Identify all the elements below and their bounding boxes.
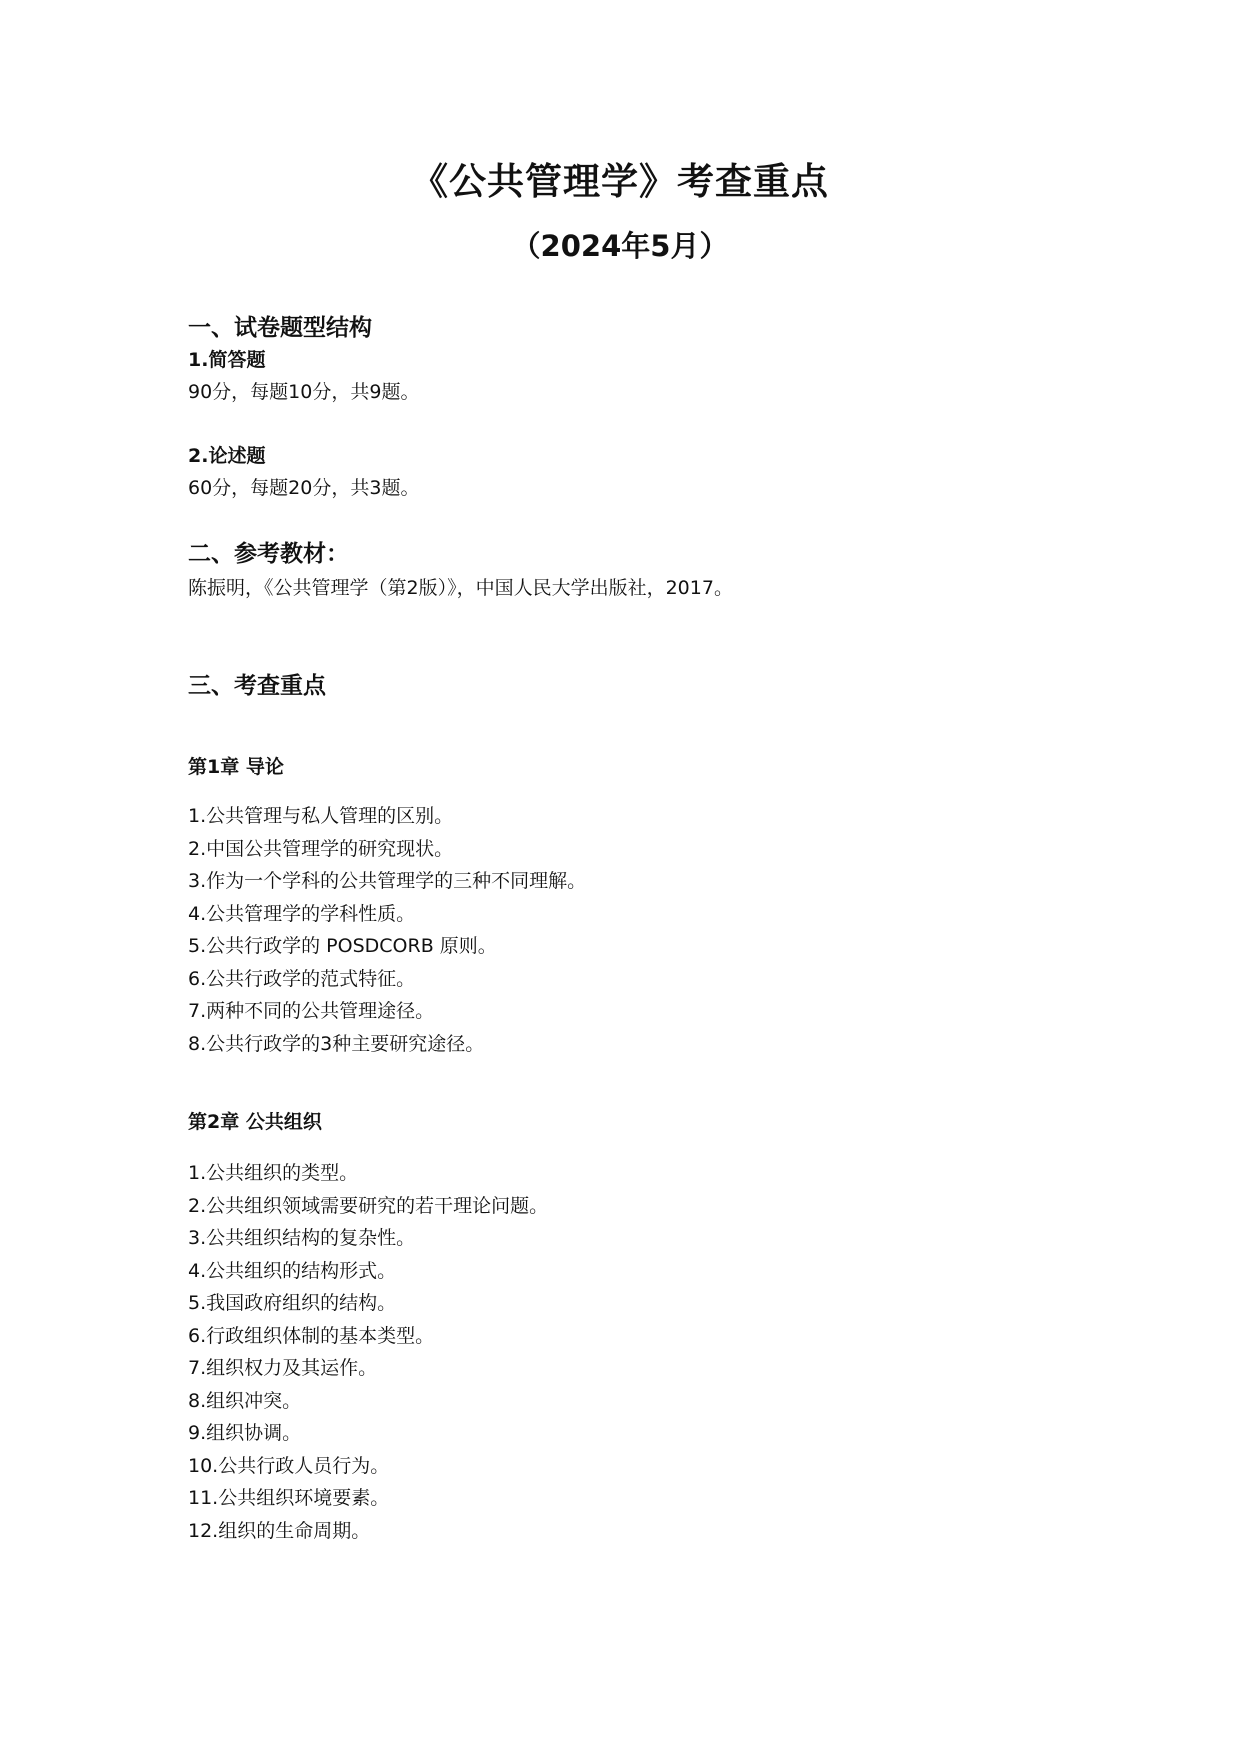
document-title: 《公共管理学》考查重点	[411, 160, 829, 203]
list-item: 6.行政组织体制的基本类型。	[188, 1324, 435, 1347]
essay-description: 60分，每题20分，共3题。	[188, 477, 420, 499]
textbook-reference: 陈振明，《公共管理学（第2版）》，中国人民大学出版社，2017。	[188, 577, 733, 599]
list-item: 4.公共组织的结构形式。	[188, 1259, 397, 1282]
list-item: 4.公共管理学的学科性质。	[188, 902, 416, 925]
list-item: 3.作为一个学科的公共管理学的三种不同理解。	[188, 870, 587, 892]
list-item: 8.公共行政学的3种主要研究途径。	[188, 1032, 485, 1055]
list-item: 1.公共管理与私人管理的区别。	[188, 805, 454, 827]
list-item: 10.公共行政人员行为。	[188, 1454, 390, 1477]
subheading-essay: 2.论述题	[188, 445, 266, 467]
list-item: 5.公共行政学的 POSDCORB 原则。	[188, 935, 497, 957]
list-item: 3.公共组织结构的复杂性。	[188, 1227, 416, 1249]
list-item: 11.公共组织环境要素。	[188, 1487, 390, 1509]
list-item: 7.组织权力及其运作。	[188, 1357, 378, 1379]
section-heading-structure: 一、试卷题型结构	[188, 315, 372, 341]
list-item: 2.中国公共管理学的研究现状。	[188, 837, 454, 860]
chapter-1-list	[188, 800, 586, 1060]
list-item: 6.公共行政学的范式特征。	[188, 967, 416, 990]
list-item: 12.组织的生命周期。	[188, 1519, 371, 1542]
list-item: 1.公共组织的类型。	[188, 1162, 359, 1184]
subheading-short-answer: 1.简答题	[188, 349, 266, 371]
list-item: 8.组织冲突。	[188, 1389, 302, 1412]
chapter-heading-1: 第1章 导论	[188, 756, 284, 778]
chapter-heading-2: 第2章 公共组织	[188, 1111, 322, 1133]
list-item: 7.两种不同的公共管理途径。	[188, 1000, 435, 1022]
list-item: 2.公共组织领域需要研究的若干理论问题。	[188, 1194, 549, 1217]
short-answer-description: 90分，每题10分，共9题。	[188, 381, 420, 403]
section-heading-textbook: 二、参考教材：	[188, 541, 349, 567]
section-heading-key-points: 三、考查重点	[188, 673, 326, 699]
document-date: （2024年5月）	[511, 229, 729, 263]
chapter-2-list	[188, 1157, 548, 1547]
list-item: 9.组织协调。	[188, 1422, 302, 1444]
list-item: 5.我国政府组织的结构。	[188, 1292, 397, 1314]
